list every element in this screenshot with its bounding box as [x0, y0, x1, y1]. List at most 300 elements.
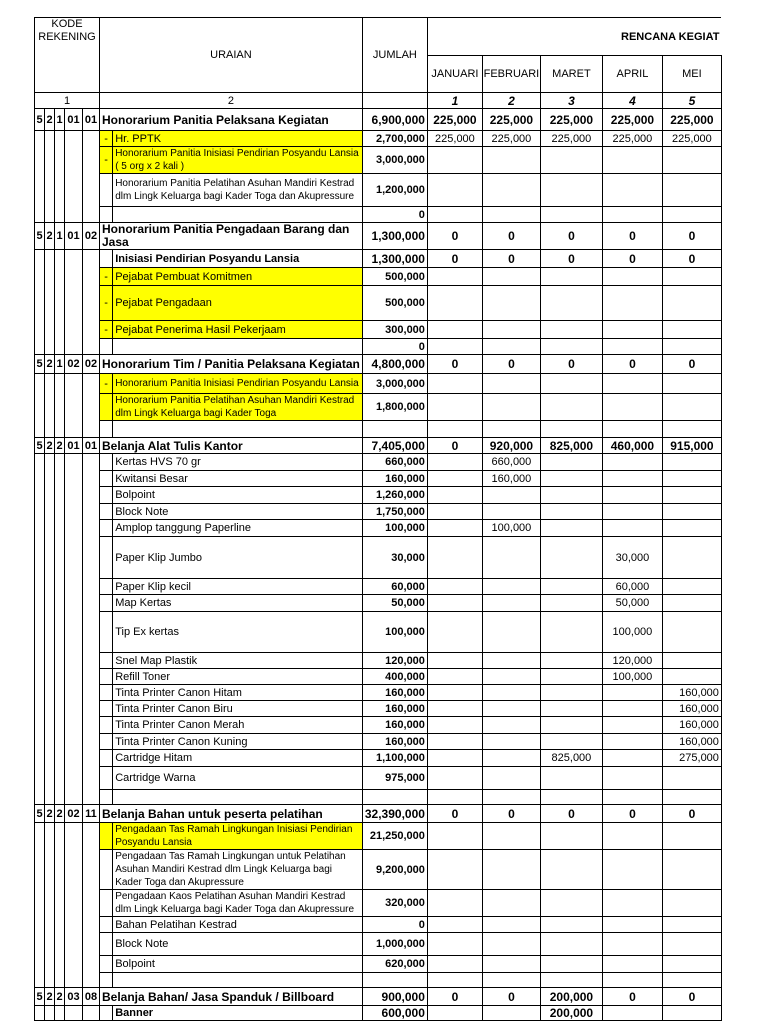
kode-rekening-cell	[83, 956, 100, 973]
kode-rekening-cell	[83, 147, 100, 174]
kode-rekening-cell	[83, 890, 100, 917]
month-value-cell	[540, 268, 602, 286]
kode-rekening-cell	[55, 579, 65, 595]
table-row	[35, 438, 722, 454]
month-value-cell: 100,000	[602, 612, 662, 653]
month-value-cell	[540, 823, 602, 850]
month-value-cell	[662, 956, 721, 973]
kode-rekening-cell	[55, 956, 65, 973]
month-value-cell	[602, 890, 662, 917]
kode-rekening-cell	[83, 454, 100, 471]
kode-rekening-cell: 02	[83, 223, 100, 250]
kode-rekening-cell	[55, 286, 65, 321]
uraian-cell: Block Note	[113, 933, 363, 956]
jumlah-cell: 21,250,000	[362, 823, 427, 850]
month-value-cell: 225,000	[662, 109, 721, 131]
kode-rekening-cell	[55, 421, 65, 438]
month-value-cell	[540, 956, 602, 973]
kode-rekening-cell: 1	[55, 355, 65, 374]
uraian-cell: Bolpoint	[113, 956, 363, 973]
uraian-cell: Kwitansi Besar	[113, 471, 363, 487]
kode-rekening-cell	[35, 734, 45, 750]
uraian-cell: Honorarium Panitia Inisiasi Pendirian Posyandu Lansia	[113, 374, 363, 394]
month-value-cell: 60,000	[602, 579, 662, 595]
month-value-cell	[427, 207, 482, 223]
kode-rekening-cell	[55, 147, 65, 174]
month-value-cell: 0	[540, 355, 602, 374]
month-value-cell	[427, 750, 482, 767]
kode-rekening-cell	[35, 374, 45, 394]
uraian-cell: Hr. PPTK	[113, 131, 363, 147]
month-value-cell	[662, 487, 721, 504]
bullet-cell	[100, 669, 113, 685]
bullet-cell	[100, 790, 113, 805]
month-value-cell: 160,000	[662, 734, 721, 750]
uraian-cell	[113, 421, 363, 438]
uraian-cell: Honorarium Panitia Pengadaan Barang dan Jasa	[100, 223, 363, 250]
month-value-cell	[540, 973, 602, 988]
table-row	[35, 701, 722, 717]
header-number-month: 5	[662, 93, 721, 109]
kode-rekening-cell	[83, 790, 100, 805]
uraian-cell: Tinta Printer Canon Kuning	[113, 734, 363, 750]
month-value-cell	[427, 454, 482, 471]
table-row	[35, 504, 722, 520]
uraian-cell: Pejabat Pengadaan	[113, 286, 363, 321]
kode-rekening-cell: 1	[55, 223, 65, 250]
kode-rekening-cell	[45, 973, 55, 988]
month-value-cell: 225,000	[602, 109, 662, 131]
uraian-cell: Honorarium Panitia Pelaksana Kegiatan	[100, 109, 363, 131]
month-value-cell: 0	[602, 805, 662, 823]
jumlah-cell: 1,200,000	[362, 174, 427, 207]
jumlah-cell	[362, 421, 427, 438]
month-value-cell	[602, 917, 662, 933]
month-value-cell	[602, 767, 662, 790]
month-value-cell: 0	[427, 250, 482, 268]
kode-rekening-cell	[55, 321, 65, 339]
month-value-cell: 460,000	[602, 438, 662, 454]
bullet-cell: -	[100, 268, 113, 286]
jumlah-cell	[362, 973, 427, 988]
uraian-cell: Refill Toner	[113, 669, 363, 685]
header-jumlah: JUMLAH	[362, 18, 427, 93]
kode-rekening-cell	[45, 454, 55, 471]
jumlah-cell: 0	[362, 917, 427, 933]
kode-rekening-cell	[55, 933, 65, 956]
kode-rekening-cell: 2	[56, 439, 63, 452]
kode-rekening-cell	[83, 421, 100, 438]
kode-rekening-cell	[65, 520, 83, 537]
kode-rekening-cell	[65, 612, 83, 653]
kode-rekening-cell	[35, 421, 45, 438]
kode-rekening-cell	[65, 147, 83, 174]
kode-rekening-cell	[55, 717, 65, 734]
kode-rekening-cell	[35, 890, 45, 917]
month-value-cell	[662, 669, 721, 685]
month-value-cell	[427, 933, 482, 956]
kode-rekening-cell	[35, 933, 45, 956]
month-value-cell: 225,000	[482, 131, 540, 147]
month-value-cell	[662, 890, 721, 917]
kode-rekening-cell	[55, 790, 65, 805]
kode-rekening-cell	[83, 321, 100, 339]
month-value-cell: 0	[427, 988, 482, 1006]
kode-rekening-cell	[65, 917, 83, 933]
month-value-cell	[540, 917, 602, 933]
bullet-cell	[100, 653, 113, 669]
header-number-uraian: 2	[100, 93, 363, 109]
bullet-cell	[100, 537, 113, 579]
table-row	[35, 750, 722, 767]
month-value-cell	[427, 890, 482, 917]
month-value-cell: 225,000	[427, 109, 482, 131]
kode-rekening-cell	[83, 734, 100, 750]
jumlah-cell: 9,200,000	[362, 850, 427, 890]
bullet-cell	[100, 767, 113, 790]
kode-rekening-cell	[45, 131, 55, 147]
month-value-cell	[482, 207, 540, 223]
month-value-cell	[602, 734, 662, 750]
kode-rekening-cell	[65, 685, 83, 701]
month-value-cell: 225,000	[540, 131, 602, 147]
month-value-cell	[482, 973, 540, 988]
kode-rekening-cell: 5	[35, 805, 45, 823]
month-value-cell	[427, 1006, 482, 1021]
kode-rekening-cell	[65, 750, 83, 767]
jumlah-cell: 975,000	[362, 767, 427, 790]
month-value-cell: 120,000	[602, 653, 662, 669]
month-value-cell	[427, 268, 482, 286]
uraian-cell: Bahan Pelatihan Kestrad	[113, 917, 363, 933]
month-value-cell	[427, 394, 482, 421]
kode-rekening-cell	[55, 973, 65, 988]
month-value-cell	[662, 394, 721, 421]
month-value-cell	[662, 917, 721, 933]
uraian-cell: Map Kertas	[113, 595, 363, 612]
kode-rekening-cell	[55, 374, 65, 394]
kode-rekening-cell	[55, 1006, 65, 1021]
month-value-cell	[427, 669, 482, 685]
kode-rekening-cell	[65, 537, 83, 579]
kode-rekening-cell	[65, 956, 83, 973]
kode-rekening-cell	[45, 250, 55, 268]
kode-rekening-cell	[83, 595, 100, 612]
kode-rekening-cell	[83, 339, 100, 355]
kode-rekening-cell: 02	[65, 355, 83, 374]
bullet-cell	[100, 520, 113, 537]
table-row	[35, 147, 722, 174]
month-value-cell	[540, 321, 602, 339]
kode-rekening-cell	[35, 268, 45, 286]
month-value-cell: 660,000	[482, 454, 540, 471]
table-row	[35, 286, 722, 321]
table-row	[35, 790, 722, 805]
kode-rekening-cell	[35, 767, 45, 790]
kode-rekening-cell	[35, 520, 45, 537]
kode-rekening-cell	[65, 767, 83, 790]
kode-rekening-cell	[35, 537, 45, 579]
month-value-cell	[427, 717, 482, 734]
uraian-cell: Pejabat Penerima Hasil Pekerjaam	[113, 321, 363, 339]
kode-rekening-cell	[55, 537, 65, 579]
jumlah-cell: 160,000	[362, 701, 427, 717]
month-value-cell: 225,000	[427, 131, 482, 147]
month-value-cell: 200,000	[540, 988, 602, 1006]
kode-rekening-cell	[35, 595, 45, 612]
bullet-cell	[100, 933, 113, 956]
month-value-cell	[662, 537, 721, 579]
kode-rekening-cell	[45, 520, 55, 537]
kode-rekening-cell	[55, 767, 65, 790]
bullet-cell	[100, 394, 113, 421]
kode-rekening-cell	[55, 669, 65, 685]
month-value-cell	[662, 421, 721, 438]
bullet-cell: -	[100, 131, 113, 147]
kode-rekening-cell	[35, 717, 45, 734]
uraian-cell: Tinta Printer Canon Hitam	[113, 685, 363, 701]
kode-rekening-cell	[45, 537, 55, 579]
kode-rekening-cell	[45, 1006, 55, 1021]
jumlah-cell: 1,750,000	[362, 504, 427, 520]
kode-rekening-cell: 02	[65, 805, 83, 823]
month-value-cell	[662, 147, 721, 174]
uraian-cell: Banner	[113, 1006, 363, 1021]
month-value-cell	[427, 850, 482, 890]
uraian-cell: Inisiasi Pendirian Posyandu Lansia	[113, 250, 363, 268]
bullet-cell	[100, 701, 113, 717]
kode-rekening-cell	[55, 268, 65, 286]
kode-rekening-cell	[65, 850, 83, 890]
month-value-cell	[662, 321, 721, 339]
kode-rekening-cell	[83, 268, 100, 286]
table-row	[35, 805, 722, 823]
month-value-cell	[482, 595, 540, 612]
month-value-cell: 225,000	[602, 131, 662, 147]
table-row	[35, 355, 722, 374]
kode-rekening-cell: 5	[35, 355, 45, 374]
table-row	[35, 268, 722, 286]
kode-rekening-cell	[55, 653, 65, 669]
jumlah-cell: 160,000	[362, 685, 427, 701]
month-value-cell: 200,000	[540, 1006, 602, 1021]
kode-rekening-cell	[35, 1006, 45, 1021]
month-value-cell	[427, 653, 482, 669]
month-value-cell	[427, 579, 482, 595]
kode-rekening-cell	[83, 653, 100, 669]
jumlah-cell: 3,000,000	[362, 147, 427, 174]
kode-rekening-cell	[35, 471, 45, 487]
month-value-cell	[540, 701, 602, 717]
kode-rekening-cell	[83, 850, 100, 890]
jumlah-cell: 160,000	[362, 717, 427, 734]
kode-rekening-cell: 01	[83, 109, 100, 131]
jumlah-cell: 1,800,000	[362, 394, 427, 421]
bullet-cell	[100, 685, 113, 701]
kode-rekening-cell	[83, 750, 100, 767]
kode-rekening-cell	[65, 471, 83, 487]
kode-rekening-cell	[55, 471, 65, 487]
month-value-cell	[540, 717, 602, 734]
jumlah-cell: 2,700,000	[362, 131, 427, 147]
table-row	[35, 850, 722, 890]
kode-rekening-cell: 2	[46, 439, 53, 452]
uraian-cell: Pengadaan Tas Ramah Lingkungan Inisiasi Pendirian Posyandu Lansia	[113, 823, 363, 850]
month-value-cell: 920,000	[482, 438, 540, 454]
jumlah-cell: 7,405,000	[362, 438, 427, 454]
month-value-cell	[662, 1006, 721, 1021]
month-value-cell	[540, 685, 602, 701]
kode-rekening-cell	[55, 394, 65, 421]
month-value-cell	[602, 421, 662, 438]
month-value-cell: 50,000	[602, 595, 662, 612]
month-value-cell	[540, 454, 602, 471]
month-value-cell: 0	[662, 805, 721, 823]
kode-rekening-cell	[65, 286, 83, 321]
bullet-cell	[100, 750, 113, 767]
jumlah-cell: 660,000	[362, 454, 427, 471]
kode-rekening-cell	[35, 956, 45, 973]
jumlah-cell: 3,000,000	[362, 374, 427, 394]
kode-rekening-cell	[55, 612, 65, 653]
table-row	[35, 520, 722, 537]
month-value-cell	[602, 850, 662, 890]
kode-rekening-cell	[65, 1006, 83, 1021]
kode-rekening-cell	[35, 339, 45, 355]
kode-rekening-cell	[65, 207, 83, 223]
kode-rekening-cell	[35, 207, 45, 223]
month-value-cell	[540, 595, 602, 612]
bullet-cell	[100, 973, 113, 988]
uraian-cell: Belanja Alat Tulis Kantor	[100, 438, 363, 454]
month-value-cell: 825,000	[540, 438, 602, 454]
table-row	[35, 339, 722, 355]
kode-rekening-cell	[55, 734, 65, 750]
kode-rekening-cell	[55, 850, 65, 890]
month-value-cell	[482, 147, 540, 174]
kode-rekening-cell	[35, 504, 45, 520]
bullet-cell	[100, 504, 113, 520]
kode-rekening-cell	[45, 734, 55, 750]
month-value-cell	[482, 823, 540, 850]
kode-rekening-cell	[55, 917, 65, 933]
month-value-cell	[482, 612, 540, 653]
kode-rekening-cell	[83, 487, 100, 504]
kode-rekening-cell	[35, 174, 45, 207]
jumlah-cell: 500,000	[362, 268, 427, 286]
kode-rekening-cell: 01	[65, 223, 83, 250]
uraian-cell: Tinta Printer Canon Merah	[113, 717, 363, 734]
kode-rekening-cell	[65, 321, 83, 339]
month-value-cell: 225,000	[540, 109, 602, 131]
kode-rekening-cell	[65, 487, 83, 504]
uraian-cell: Bolpoint	[113, 487, 363, 504]
kode-rekening-cell	[35, 394, 45, 421]
month-value-cell	[540, 850, 602, 890]
kode-rekening-cell	[55, 250, 65, 268]
kode-rekening-cell: 11	[83, 805, 100, 823]
kode-rekening-cell	[45, 917, 55, 933]
month-value-cell	[427, 595, 482, 612]
header-number-month: 2	[482, 93, 540, 109]
jumlah-cell: 160,000	[362, 471, 427, 487]
month-value-cell	[482, 956, 540, 973]
month-value-cell	[662, 595, 721, 612]
uraian-cell: Honorarium Panitia Pelatihan Asuhan Mandiri Kestrad dlm Lingk Keluarga bagi Kader Toga dan Akupressure	[113, 174, 363, 207]
month-value-cell: 0	[540, 805, 602, 823]
kode-rekening-cell	[45, 268, 55, 286]
month-value-cell	[602, 1006, 662, 1021]
month-value-cell	[602, 717, 662, 734]
header-month-februari: FEBRUARI	[482, 56, 540, 93]
uraian-cell: Paper Klip kecil	[113, 579, 363, 595]
kode-rekening-cell	[65, 454, 83, 471]
month-value-cell: 0	[662, 223, 721, 250]
bullet-cell	[100, 1006, 113, 1021]
bullet-cell: -	[100, 321, 113, 339]
month-value-cell: 160,000	[662, 685, 721, 701]
kode-rekening-cell	[35, 612, 45, 653]
jumlah-cell	[362, 790, 427, 805]
table-row	[35, 250, 722, 268]
month-value-cell	[662, 339, 721, 355]
uraian-cell: Belanja Bahan untuk peserta pelatihan	[100, 805, 363, 823]
month-value-cell	[427, 321, 482, 339]
jumlah-cell: 0	[362, 207, 427, 223]
jumlah-cell: 620,000	[362, 956, 427, 973]
table-row	[35, 669, 722, 685]
kode-rekening-cell	[65, 174, 83, 207]
month-value-cell	[602, 701, 662, 717]
month-value-cell: 160,000	[482, 471, 540, 487]
month-value-cell	[602, 286, 662, 321]
kode-rekening-cell: 5	[35, 223, 45, 250]
month-value-cell	[482, 669, 540, 685]
month-value-cell: 100,000	[602, 669, 662, 685]
uraian-cell: Cartridge Hitam	[113, 750, 363, 767]
kode-rekening-cell	[65, 973, 83, 988]
jumlah-cell: 500,000	[362, 286, 427, 321]
table-row	[35, 653, 722, 669]
month-value-cell	[602, 454, 662, 471]
kode-rekening-cell	[35, 454, 45, 471]
month-value-cell	[602, 487, 662, 504]
jumlah-cell: 30,000	[362, 537, 427, 579]
month-value-cell	[427, 471, 482, 487]
table-row	[35, 174, 722, 207]
month-value-cell	[540, 520, 602, 537]
kode-rekening-cell	[83, 717, 100, 734]
table-row	[35, 685, 722, 701]
kode-rekening-cell	[45, 890, 55, 917]
header-month-mei: MEI	[662, 56, 721, 93]
month-value-cell	[482, 790, 540, 805]
kode-rekening-cell	[35, 701, 45, 717]
month-value-cell	[482, 537, 540, 579]
kode-rekening-cell	[45, 750, 55, 767]
bullet-cell	[100, 339, 113, 355]
month-value-cell	[482, 374, 540, 394]
kode-rekening-cell	[83, 207, 100, 223]
kode-rekening-cell: 5	[35, 109, 45, 131]
table-row	[35, 823, 722, 850]
table-row	[35, 890, 722, 917]
table-row	[35, 421, 722, 438]
month-value-cell	[540, 933, 602, 956]
kode-rekening-cell	[65, 933, 83, 956]
bullet-cell: -	[100, 147, 113, 174]
month-value-cell	[427, 487, 482, 504]
